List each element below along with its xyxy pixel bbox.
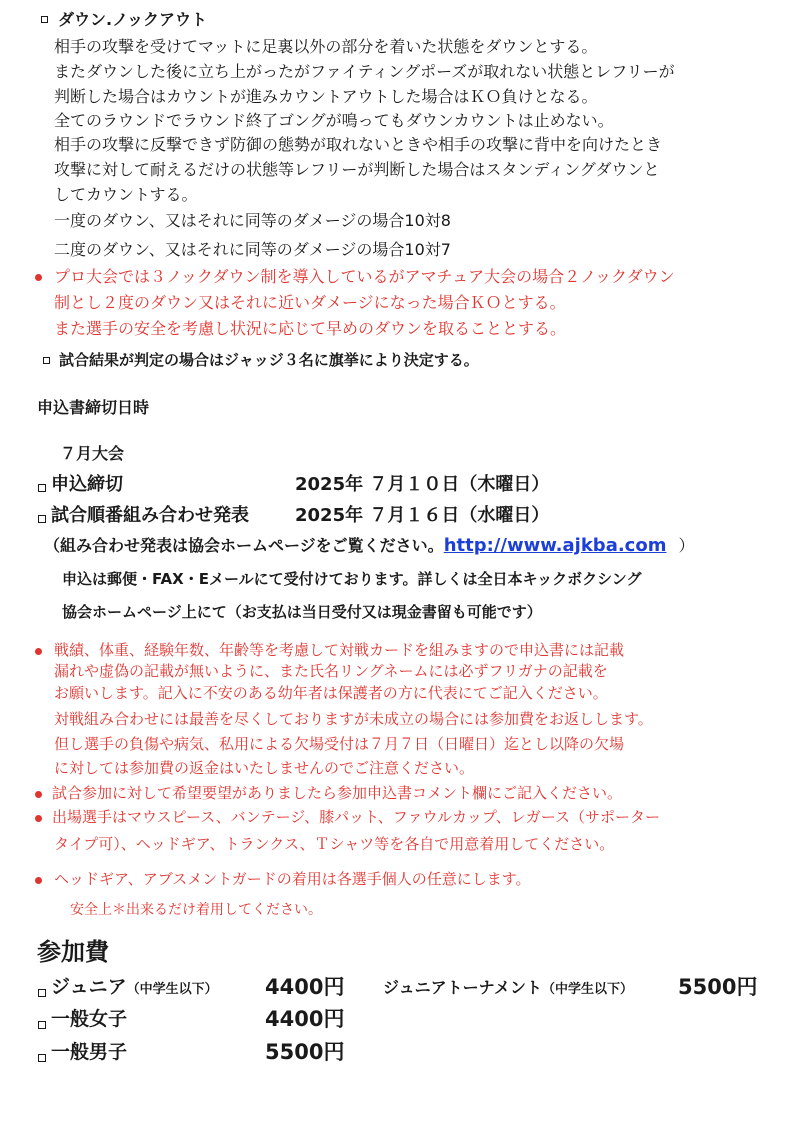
fee-row-junior [51, 978, 218, 997]
fee-label: ジュニア [51, 976, 127, 998]
note-line: お願いします。記入に不安のある幼年者は保護者の方に代表にてご記入ください。 [54, 684, 608, 702]
down-line: 相手の攻撃を受けてマットに足裏以外の部分を着いた状態をダウンとする。 [54, 37, 598, 56]
fee-note: （中学生以下） [542, 982, 634, 997]
down-note-line: プロ大会では３ノックダウン制を導入しているがアマチュア大会の場合２ノックダウン [54, 267, 675, 286]
note-line: ヘッドギア、アブスメントガードの着用は各選手個人の任意にします。 [54, 870, 531, 888]
judging-text: 試合結果が判定の場合はジャッジ３名に旗挙により決定する。 [59, 351, 479, 369]
fee-price: 5500円 [678, 975, 758, 999]
down-heading: ダウン.ノックアウト [58, 10, 207, 29]
checkbox-icon [43, 357, 50, 364]
deadline-row-date: 2025年 ７月１６日（水曜日） [295, 505, 550, 526]
note-line: に対しては参加費の返金はいたしませんのでご注意ください。 [54, 759, 475, 777]
down-line: してカウントする。 [54, 185, 198, 204]
fee-label: 一般女子 [51, 1008, 128, 1030]
checkbox-icon [41, 16, 48, 23]
down-line: 相手の攻撃に反撃できず防御の態勢が取れないときや相手の攻撃に背中を向けたとき [54, 135, 663, 154]
deadline-heading: 申込書締切日時 [37, 398, 150, 417]
checkbox-icon [38, 1054, 46, 1062]
fee-price: 4400円 [265, 1007, 345, 1031]
safety-note: 安全上＊出来るだけ着用してください。 [70, 902, 322, 918]
homepage-suffix: ） [678, 536, 695, 555]
down-note-line: また選手の安全を考慮し状況に応じて早めのダウンを取ることとする。 [54, 319, 567, 338]
fee-price: 4400円 [265, 975, 345, 999]
fee-label: ジュニアトーナメント [383, 978, 543, 997]
checkbox-icon [38, 515, 46, 523]
fees-heading: 参加費 [37, 938, 109, 966]
deadline-row-label: 試合順番組み合わせ発表 [51, 505, 249, 526]
event-name: ７月大会 [60, 444, 125, 463]
bullet-icon [35, 648, 42, 655]
bullet-icon [35, 815, 42, 822]
down-line: またダウンした後に立ち上がったがファイティングポーズが取れない状態とレフリーが [54, 62, 675, 81]
down-note-line: 制とし２度のダウン又はそれに近いダメージになった場合ＫＯとする。 [54, 293, 566, 312]
down-line: 二度のダウン、又はそれに同等のダメージの場合10対7 [54, 240, 451, 259]
bullet-icon [35, 791, 42, 798]
note-line: 試合参加に対して希望要望がありましたら参加申込書コメント欄にご記入ください。 [52, 784, 623, 802]
checkbox-icon [38, 484, 46, 492]
checkbox-icon [38, 1021, 46, 1029]
application-line: 協会ホームページ上にて（お支払は当日受付又は現金書留も可能です） [62, 603, 542, 621]
deadline-row-date: 2025年 ７月１０日（木曜日） [295, 474, 550, 495]
note-line: 出場選手はマウスピース、バンテージ、膝パット、ファウルカップ、レガース（サポーター [52, 808, 660, 826]
checkbox-icon [38, 989, 46, 997]
homepage-prefix: （組み合わせ発表は協会ホームページをご覧ください。 [44, 536, 444, 555]
homepage-note [44, 537, 694, 555]
application-line: 申込は郵便・FAX・Eメールにて受付けております。詳しくは全日本キックボクシング [62, 570, 642, 588]
fee-note: （中学生以下） [126, 982, 218, 997]
homepage-link[interactable]: http://www.ajkba.com [443, 535, 667, 556]
bullet-icon [35, 274, 42, 281]
note-line: 但し選手の負傷や病気、私用による欠場受付は７月７日（日曜日）迄とし以降の欠場 [54, 735, 625, 753]
note-line: タイプ可）、ヘッドギア、トランクス、Ｔシャツ等を各自で用意着用してください。 [54, 835, 615, 853]
note-line: 漏れや虚偽の記載が無いように、また氏名リングネームには必ずフリガナの記載を [54, 662, 608, 680]
note-line: 対戦組み合わせには最善を尽くしておりますが未成立の場合には参加費をお返しします。 [54, 710, 653, 728]
fee-price: 5500円 [265, 1040, 345, 1064]
fee-row-tournament [383, 980, 633, 996]
down-line: 一度のダウン、又はそれに同等のダメージの場合10対8 [54, 211, 451, 230]
down-line: 全てのラウンドでラウンド終了ゴングが鳴ってもダウンカウントは止めない。 [54, 111, 614, 130]
note-line: 戦績、体重、経験年数、年齢等を考慮して対戦カードを組みますので申込書には記載 [54, 641, 625, 659]
fee-label: 一般男子 [51, 1041, 128, 1063]
down-line: 判断した場合はカウントが進みカウントアウトした場合はＫＯ負けとなる。 [54, 87, 598, 106]
bullet-icon [35, 877, 42, 884]
down-line: 攻撃に対して耐えるだけの状態等レフリーが判断した場合はスタンディングダウンと [54, 160, 660, 179]
deadline-row-label: 申込締切 [51, 474, 123, 495]
